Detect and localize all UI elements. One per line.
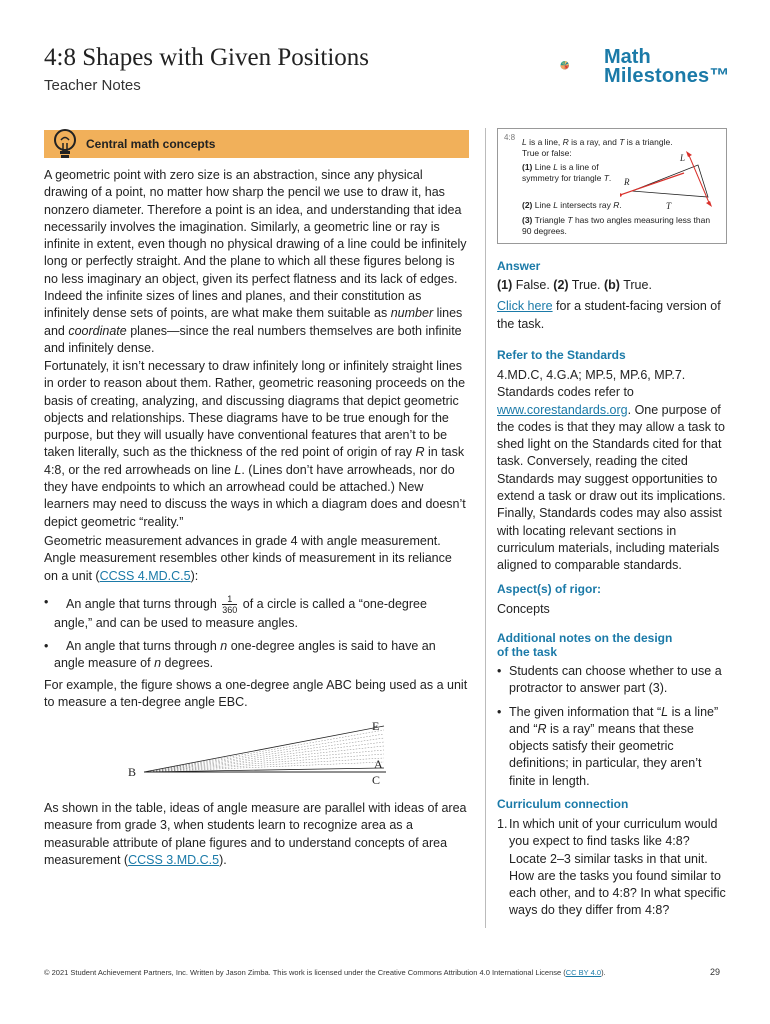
task-q3: (3) Triangle T has two angles measuring less than 90 degrees. xyxy=(522,215,711,236)
rigor-heading: Aspect(s) of rigor: xyxy=(497,582,602,596)
left-column xyxy=(44,130,469,867)
concepts-paragraph-3: Geometric measurement advances in grade 4 with angle measurement. Angle measurement resembles other kinds of measurement in its reliance on a unit (CCSS 4.MD.C.5): xyxy=(44,534,452,583)
standards-heading: Refer to the Standards xyxy=(497,348,626,362)
logo-text-milestones: Milestones™ xyxy=(604,65,730,87)
task-true-false: True or false: xyxy=(522,148,572,158)
fraction-one-360: $\frac{1}{360}$ xyxy=(222,594,238,615)
curriculum-item-1: 1. In which unit of your curriculum would you expect to find tasks like 4:8? Locate 2–3 similar tasks in that unit. How are the tasks you found similar to each other, and to 4:8? In what specific ways do they differ from 4:8? xyxy=(497,817,726,918)
page-subtitle: Teacher Notes xyxy=(44,77,141,94)
footer-license: © 2021 Student Achievement Partners, Inc. Written by Jason Zimba. This work is licensed under the Creative Commons Attribution 4.0 International License (CC BY 4.0). xyxy=(44,968,606,977)
fig-label-l: L xyxy=(680,153,686,163)
concepts-bullet-2: • An angle that turns through n one-degree angles is said to have an angle measure of n degrees. xyxy=(44,639,436,671)
rigor-section xyxy=(497,582,727,618)
concepts-heading: Central math concepts xyxy=(86,137,216,151)
curriculum-section xyxy=(497,797,727,920)
task-figure xyxy=(620,151,720,211)
standards-text: 4.MD.C, 4.G.A; MP.5, MP.6, MP.7. Standards codes refer to www.corestandards.org. One purpose of the codes is that they may allow a task to shed light on the Standards cited for that task. Conversely, reading the cited Standards may suggest opportunities to extend a task or draw out its implications. Finally, Standards codes may also assist with locating relevant sections in curriculum materials, including materials aligned to comparable standards. xyxy=(497,368,726,573)
label-b: B xyxy=(128,765,137,779)
design-section xyxy=(497,631,727,790)
concepts-bullet-1: • An angle that turns through $\frac{1}{360}$ of a circle is called a “one-degree angle,” and can be used to measure angles. xyxy=(44,594,427,630)
ten-degree-angle-figure xyxy=(124,720,434,790)
page-title: 4:8 Shapes with Given Positions xyxy=(44,44,370,71)
concepts-paragraph-1: A geometric point with zero size is an abstraction, since any physical drawing of a point, no matter how sharp the pencil we use to draw it, has nonzero diameter. Therefore a point is an idea, and understanding that idea necessarily involves the imagination. Similarly, a geometric line or ray is infinite in extent, even though no physical drawing of a line could be infinitely long or perfectly straight. And the plane to which all these figures belong is no less imaginary an object, given its perfect flatness and its lack of edges. Indeed the infinite sizes of lines and planes, and their constitution as infinitely dense sets of points, are what make them suitable as number lines and coordinate planes—since the real numbers themselves are both infinite and infinitely dense. xyxy=(44,168,467,355)
concepts-paragraph-5: As shown in the table, ideas of angle measure are parallel with ideas of area measure from grade 3, when students learn to recognize area as a measurable attribute of plane figures and to understand concepts of area measurement (CCSS 3.MD.C.5). xyxy=(44,801,467,867)
curriculum-heading: Curriculum connection xyxy=(497,797,629,811)
cc-by-link[interactable]: CC BY 4.0 xyxy=(565,968,602,977)
math-milestones-logo-icon xyxy=(560,44,600,88)
answer-heading: Answer xyxy=(497,259,541,273)
design-heading: Additional notes on the design of the task xyxy=(497,631,673,659)
concepts-heading-bar xyxy=(44,130,469,158)
logo-text-math: Math xyxy=(604,46,651,68)
label-a: A xyxy=(374,757,383,771)
task-q1: (1) Line L is a line of symmetry for triangle T. xyxy=(522,162,612,183)
task-intro: L is a line, R is a ray, and T is a triangle. xyxy=(522,137,673,147)
task-number: 4:8 xyxy=(504,133,516,142)
rigor-text: Concepts xyxy=(497,602,550,616)
lightbulb-icon xyxy=(52,127,78,161)
column-divider xyxy=(485,128,486,928)
label-c: C xyxy=(372,773,381,787)
answer-section xyxy=(497,259,727,333)
task-box xyxy=(497,128,727,244)
label-e: E xyxy=(372,720,380,733)
fig-label-t: T xyxy=(666,201,672,211)
concepts-paragraph-4: For example, the figure shows a one-degree angle ABC being used as a unit to measure a ten-degree angle EBC. xyxy=(44,678,468,710)
click-here-link[interactable]: Click here xyxy=(497,299,553,314)
ccss-4mdc5-link[interactable]: CCSS 4.MD.C.5 xyxy=(99,568,191,583)
fig-label-r: R xyxy=(624,177,630,187)
concepts-paragraph-2: Fortunately, it isn’t necessary to draw infinitely long or infinitely straight lines in order to reason about them. Rather, geometric reasoning proceeds on the basis of creating, analyzing, and discussing diagrams that depict geometric objects and relationships. These diagrams have to be true enough for the purpose, but they will usually have conventional features that aren’t to be taken literally, such as the thickness of the red point of origin of ray R in task 4:8, or the red arrowheads on line L. (Lines don’t have arrowheads, nor do they have endpoints to which an arrowhead could be attached.) New learners may need to discuss the ways in which a diagram does and doesn’t depict geometric “reality.” xyxy=(44,359,466,529)
standards-section xyxy=(497,348,727,575)
ccss-3mdc5-link[interactable]: CCSS 3.MD.C.5 xyxy=(128,852,220,867)
corestandards-link[interactable]: www.corestandards.org xyxy=(497,402,628,417)
student-version-text: Click here for a student-facing version of the task. xyxy=(497,299,721,331)
design-bullet-2: • The given information that “L is a line” and “R is a ray” means that these objects satisfy their geometric definitions; in particular, they aren’t finite in length. xyxy=(497,704,719,788)
task-q2: (2) Line L intersects ray R. xyxy=(522,200,622,210)
answer-text: (1) False. (2) True. (b) True. xyxy=(497,278,652,292)
page-number: 29 xyxy=(710,967,721,977)
design-bullet-1: • Students can choose whether to use a protractor to answer part (3). xyxy=(497,664,722,696)
